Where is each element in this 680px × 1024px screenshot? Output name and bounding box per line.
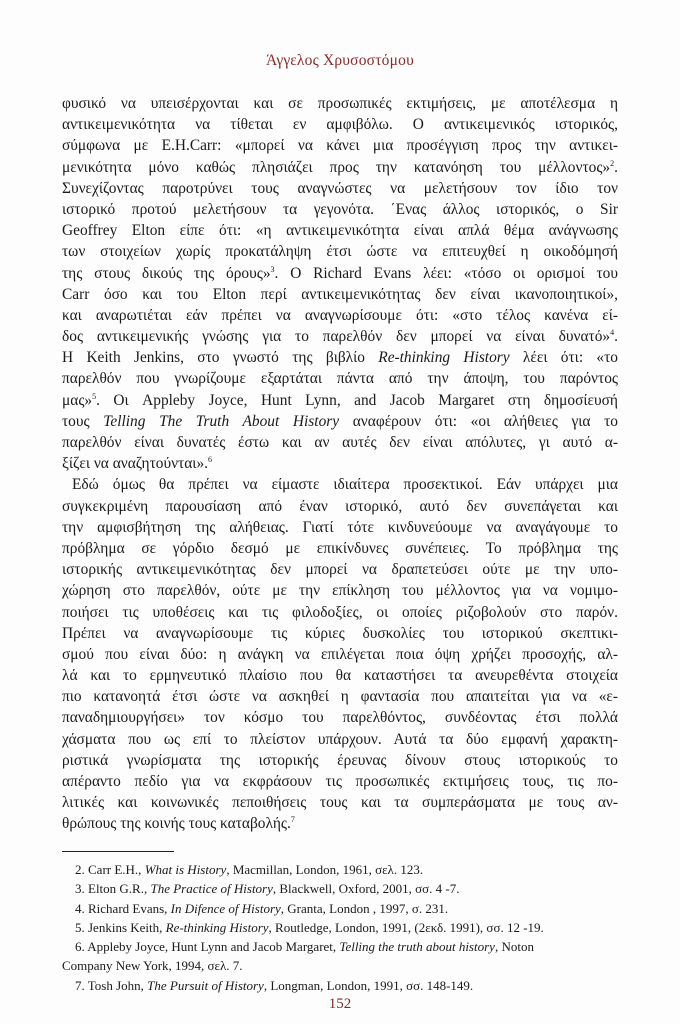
text-line: θρώπους της κοινής τους καταβολής.$^7$ xyxy=(62,815,295,833)
text-line: δος αντικειμενικής γνώσης για το παρελθόν δεν μπορεί να είναι δυνατό»$^4$. xyxy=(62,327,618,346)
text-line: πιο κατανοητά έτσι ώστε να ασκηθεί η φαντασία που απαιτείται για να «ε- xyxy=(62,688,618,706)
footnote-item: 5. Jenkins Keith, Re-thinking History, Routledge, London, 1991, (2εκδ. 1991), σσ. 12 -19. xyxy=(75,919,544,935)
text-line: τους Telling The Truth About History αναφέρουν ότι: «οι αλήθειες για το xyxy=(62,412,618,430)
page-number: 152 xyxy=(328,996,352,1012)
paragraph-2 xyxy=(62,474,618,834)
running-head-author: Άγγελος Χρυσοστόμου xyxy=(266,52,414,69)
text-line: λιτικές και κοινωνικές πεποιθήσεις τους και τα συμπεράσματα με τους αν- xyxy=(62,794,618,812)
footnote-title: Re-thinking History xyxy=(165,919,269,935)
footnotes xyxy=(62,860,618,995)
footnote-item: 4. Richard Evans, In Difence of History, Granta, London , 1997, σ. 231. xyxy=(75,900,449,916)
text-line: απέραντο πεδίο για να εκφράσουν τις προσωπικές εκτιμήσεις τους, τις πο- xyxy=(62,773,618,790)
footnote-ref: 4 xyxy=(610,327,615,337)
text-line: σμού που είναι δύο: η ανάγκη να επιλέγεται ποια όψη χρήζει προσοχής, αλ- xyxy=(62,645,618,663)
text-line: και αναρωτιέται εάν πρέπει να αναγνωρίσουμε ότι: «στο τέλος κανένα εί- xyxy=(62,306,618,324)
text-line: ποιήσει τις υποθέσεις και τις φιλοδοξίες, οι οποίες ριζοβολούν στο παρόν. xyxy=(62,603,618,621)
text-line: ριστικά γνωρίσματα της ιστορικής έρευνας δίνουν στους ιστορικούς το xyxy=(62,751,618,769)
footnote-item: 2. Carr E.H., What is History, Macmillan, London, 1961, σελ. 123. xyxy=(75,862,424,877)
footnote-title: What is History xyxy=(144,862,227,877)
text-line: παναδημιουργήσει» τον κόσμο του παρελθόντος, συνδέοντας έτσι πολλά xyxy=(62,709,618,727)
text-line: χάσματα που ως επί το πλείστον υπάρχουν. Αυτά τα δύο εμφανή χαρακτη- xyxy=(62,730,618,748)
footnote-ref: 6 xyxy=(208,455,212,465)
text-line: Carr όσο και του Elton περί αντικειμενικότητας δεν είναι ικανοποιητικοί», xyxy=(62,285,618,303)
text-line: Εδώ όμως θα πρέπει να είμαστε ιδιαίτερα προσεκτικοί. Εάν υπάρχει μια xyxy=(72,476,618,494)
text-line: μενικότητα μόνο καθώς πλησιάζει προς την κατανόηση του μέλλοντος»$^2$. xyxy=(62,158,618,176)
footnote-ref: 7 xyxy=(290,815,295,825)
text-line: ιστορικής αντικειμενικότητας δεν μπορεί να δραπετεύσει ούτε με την υπο- xyxy=(62,561,618,579)
paragraph-1 xyxy=(62,93,618,474)
book-title: Telling The Truth About History xyxy=(103,412,340,430)
footnote-ref: 5 xyxy=(92,391,97,401)
text-line: φυσικό να υπεισέρχονται και σε προσωπικές εκτιμήσεις, με αποτέλεσμα η xyxy=(62,95,618,112)
text-line: παρελθόν που γνωρίζουμε εξαρτάται πάντα από την άποψη, του παρόντος xyxy=(62,370,618,388)
footnote-ref: 3 xyxy=(270,264,275,274)
text-line: Η Keith Jenkins, στο γνωστό της βιβλίο Re-thinking History λέει ότι: «το xyxy=(62,349,618,367)
text-line: αντικειμενικότητα να τίθεται εν αμφιβόλω. Ο αντικειμενικός ιστορικός, xyxy=(62,116,618,134)
footnote-item: 7. Tosh John, The Pursuit of History, Longman, London, 1991, σσ. 148-149. xyxy=(75,977,474,993)
text-line: λά και το ερμηνευτικό πλαίσιο που θα καταστήσει τα ανευρεθέντα στοιχεία xyxy=(62,667,618,685)
text-line: Πρέπει να αναγνωρίσουμε τις κύριες δυσκολίες του ιστορικού σκεπτικι- xyxy=(62,624,618,642)
footnote-item: 6. Appleby Joyce, Hunt Lynn and Jacob Margaret, Telling the truth about history, Noton xyxy=(75,939,534,955)
text-line: χώρηση στο παρελθόν, ούτε με την επίκληση του μέλλοντος για να νομιμο- xyxy=(62,582,618,600)
footnote-item: 3. Elton G.R., The Practice of History, Blackwell, Oxford, 2001, σσ. 4 -7. xyxy=(75,881,460,897)
text-line: Συνεχίζοντας παροτρύνει τους αναγνώστες να μελετήσουν τον ίδιο τον xyxy=(62,179,618,197)
book-title: Re-thinking History xyxy=(378,349,510,367)
footnote-separator xyxy=(62,851,174,852)
text-line: ιστορικό προτού μελετήσουν τα γεγονότα. ΄Ενας άλλος ιστορικός, ο Sir xyxy=(62,200,618,218)
footnote-ref: 2 xyxy=(610,158,615,168)
text-line: συγκεκριμένη παρουσίαση από έναν ιστορικό, αυτό δεν συνεπάγεται και xyxy=(62,497,618,515)
body-text xyxy=(62,93,618,835)
footnote-item: Company New York, 1994, σελ. 7. xyxy=(62,958,243,974)
footnote-title: The Practice of History xyxy=(150,881,273,897)
text-line: την αμφισβήτηση της αλήθειας. Γιατί τότε κινδυνεύουμε να αναγάγουμε το xyxy=(62,518,618,536)
text-line: της στους δικούς της όρους»$^3$. Ο Richard Evans λέει: «τόσο οι ορισμοί του xyxy=(62,264,618,282)
footnote-title: Telling the truth about history xyxy=(339,939,495,955)
text-line: μας»$^5$. Οι Appleby Joyce, Hunt Lynn, and Jacob Margaret στη δημοσίευσή xyxy=(62,391,618,409)
text-line: πρόβλημα σε γόρδιο δεσμό με επικίνδυνες συνέπειες. Το πρόβλημα της xyxy=(62,539,618,557)
text-line: των στοιχείων χωρίς προκατάληψη έτσι ώστε να επιτευχθεί η οικοδόμησή xyxy=(62,243,618,261)
footnote-title: In Difence of History xyxy=(170,900,281,916)
footnote-title: The Pursuit of History xyxy=(147,977,264,993)
text-line: ξίζει να αναζητούνται».$^6$ xyxy=(62,455,212,473)
text-line: παρελθόν είναι δυνατές έστω και αν αυτές δεν είναι απόλυτες, γι αυτό α- xyxy=(62,434,618,451)
text-line: σύμφωνα με E.H.Carr: «μπορεί να κάνει μια προσέγγιση προς την αντικει- xyxy=(62,137,618,155)
text-line: Geoffrey Elton είπε ότι: «η αντικειμενικότητα είναι απλά θέμα ανάγνωσης xyxy=(62,222,618,240)
